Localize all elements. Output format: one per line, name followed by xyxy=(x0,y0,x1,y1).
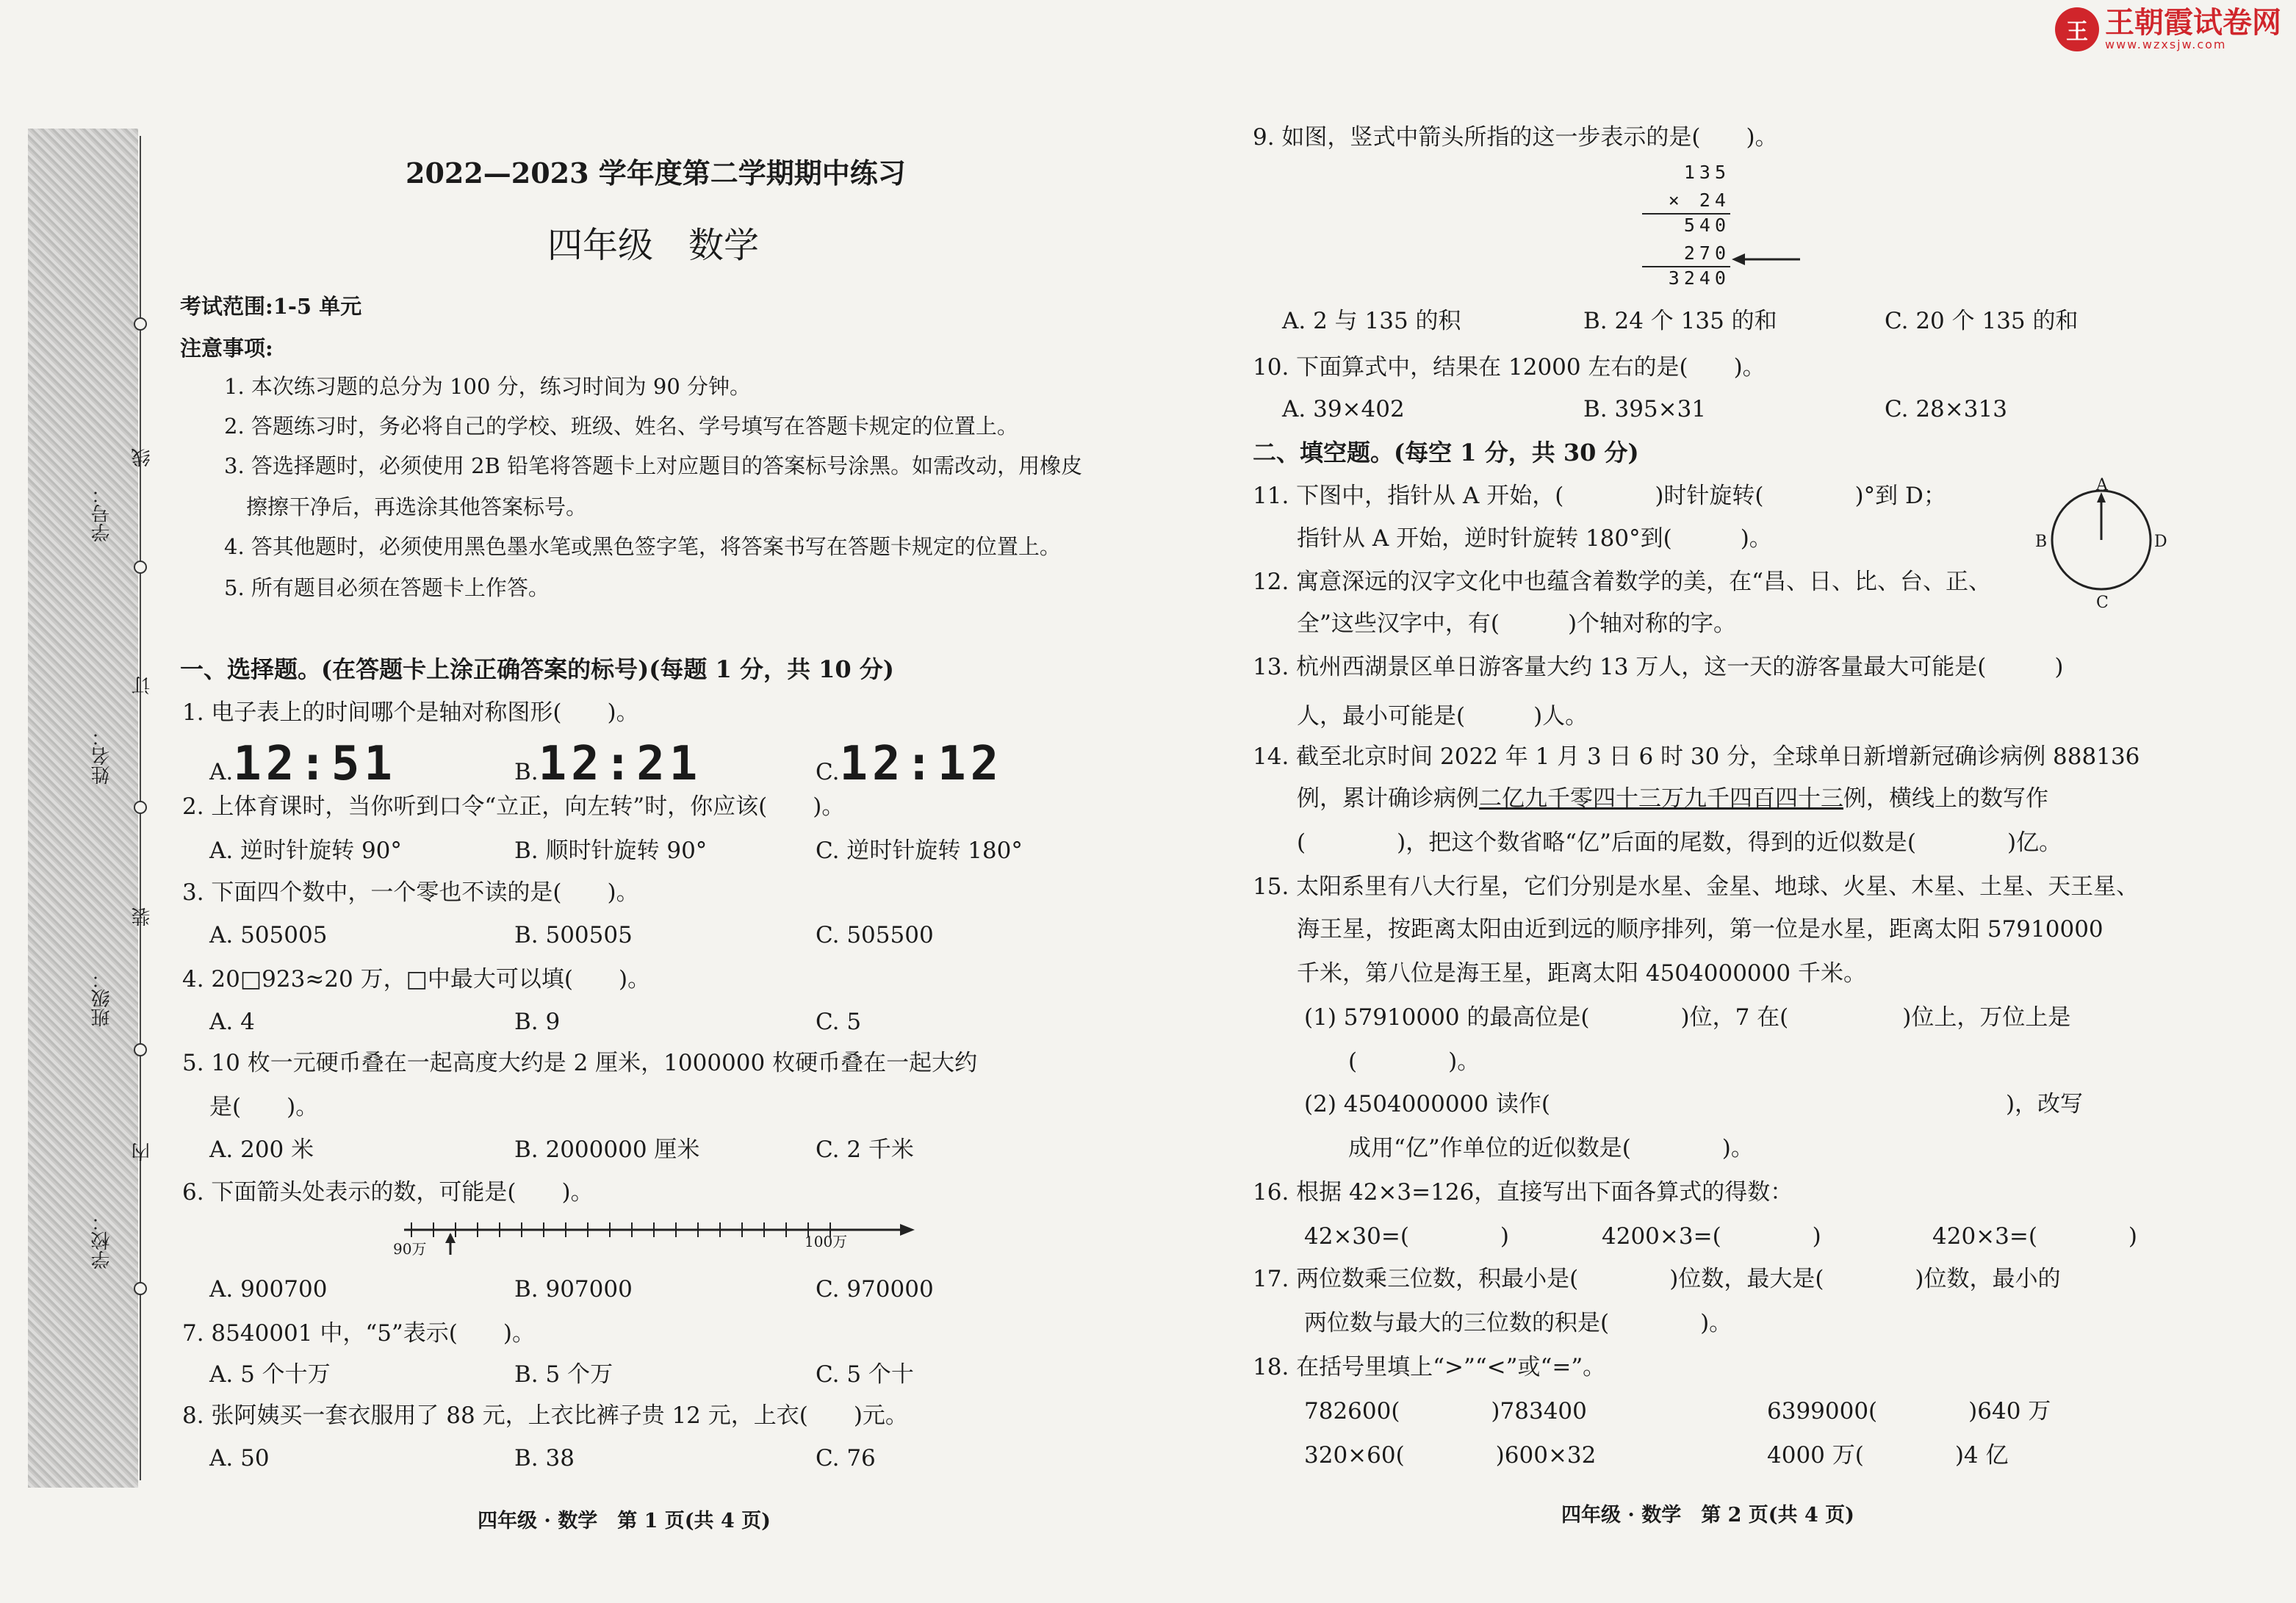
q7-option-c[interactable]: C. 5 个十 xyxy=(816,1361,914,1388)
q1-option-b[interactable]: B. 12:21 xyxy=(514,737,702,791)
q10-option-a[interactable]: A. 39×402 xyxy=(1282,396,1405,422)
question-12-cont: 全”这些汉字中，有( )个轴对称的字。 xyxy=(1297,610,1737,637)
q7-option-b[interactable]: B. 5 个万 xyxy=(514,1361,613,1388)
q6-option-c[interactable]: C. 970000 xyxy=(816,1276,934,1303)
question-2: 2. 上体育课时，当你听到口令“立正，向左转”时，你应该( )。 xyxy=(182,793,845,820)
q4-option-a[interactable]: A. 4 xyxy=(209,1009,255,1035)
q10-option-b[interactable]: B. 395×31 xyxy=(1583,396,1707,422)
logo-url: www.wzxsjw.com xyxy=(2105,37,2227,51)
question-5-cont: 是( )。 xyxy=(209,1094,319,1120)
question-15-part1: (1) 57910000 的最高位是( )位，7 在( )位上，万位上是 xyxy=(1304,1004,2071,1031)
digital-time: 12:12 xyxy=(839,737,1004,791)
question-12: 12. 寓意深远的汉字文化中也蕴含着数学的美，在“昌、日、比、台、正、 xyxy=(1253,569,1991,595)
question-14-cont2: ( )，把这个数省略“亿”后面的尾数，得到的近似数是( )亿。 xyxy=(1297,829,2062,856)
q10-option-c[interactable]: C. 28×313 xyxy=(1885,396,2007,422)
digital-time: 12:21 xyxy=(538,737,702,791)
q6-option-a[interactable]: A. 900700 xyxy=(209,1276,328,1303)
q8-option-b[interactable]: B. 38 xyxy=(514,1445,575,1471)
binding-class-label: 班级： xyxy=(91,970,113,1027)
exam-title: 2022—2023 学年度第二学期期中练习 xyxy=(406,156,906,190)
binding-strip xyxy=(28,129,138,1488)
q7-option-a[interactable]: A. 5 个十万 xyxy=(209,1361,331,1388)
binding-mark-zhuang: 装 xyxy=(132,907,154,926)
notice-item: 4. 答其他题时，必须使用黑色墨水笔或黑色签字笔，将答案书写在答题卡规定的位置上。 xyxy=(224,534,1061,559)
binding-hole xyxy=(134,1282,147,1295)
question-15: 15. 太阳系里有八大行星，它们分别是水星、金星、地球、火星、木星、土星、天王星、 xyxy=(1253,873,2140,900)
logo-name: 王朝霞试卷网 xyxy=(2105,5,2281,40)
number-line-label-end: 100万 xyxy=(805,1233,848,1250)
question-13: 13. 杭州西湖景区单日游客量大约 13 万人，这一天的游客量最大可能是( ) xyxy=(1253,654,2064,680)
q18-item[interactable]: 320×60( )600×32 xyxy=(1304,1442,1597,1469)
question-17: 17. 两位数乘三位数，积最小是( )位数，最大是( )位数，最小的 xyxy=(1253,1266,2061,1292)
notice-item: 3. 答选择题时，必须使用 2B 铅笔将答题卡上对应题目的答案标号涂黑。如需改动，用橡皮 xyxy=(224,453,1083,478)
q2-option-a[interactable]: A. 逆时针旋转 90° xyxy=(209,837,402,864)
q9-option-a[interactable]: A. 2 与 135 的积 xyxy=(1282,308,1461,334)
question-15-part1-cont: ( )。 xyxy=(1348,1048,1480,1075)
notice-heading: 注意事项: xyxy=(180,336,273,361)
q5-option-a[interactable]: A. 200 米 xyxy=(209,1136,314,1163)
exam-subtitle: 四年级 数学 xyxy=(547,225,760,266)
question-3: 3. 下面四个数中，一个零也不读的是( )。 xyxy=(182,879,639,906)
question-16: 16. 根据 42×3=126，直接写出下面各算式的得数： xyxy=(1253,1179,1793,1206)
q3-option-a[interactable]: A. 505005 xyxy=(209,922,328,948)
q16-item[interactable]: 4200×3=( ) xyxy=(1602,1223,1821,1250)
page-footer-left: 四年级 · 数学 第 1 页(共 4 页) xyxy=(478,1510,771,1532)
binding-mark-xian: 线 xyxy=(132,448,154,467)
question-15-part2: (2) 4504000000 读作( )，改写 xyxy=(1304,1091,2084,1117)
q5-option-c[interactable]: C. 2 千米 xyxy=(816,1136,914,1163)
clock-label-a: A xyxy=(2096,476,2108,494)
binding-hole xyxy=(134,561,147,574)
question-5: 5. 10 枚一元硬币叠在一起高度大约是 2 厘米，1000000 枚硬币叠在一起大约 xyxy=(182,1050,978,1076)
question-11: 11. 下图中，指针从 A 开始，( )时针旋转( )°到 D； xyxy=(1253,483,1946,509)
question-8: 8. 张阿姨买一套衣服用了 88 元，上衣比裤子贵 12 元，上衣( )元。 xyxy=(182,1402,908,1429)
question-10: 10. 下面算式中，结果在 12000 左右的是( )。 xyxy=(1253,354,1766,381)
question-14: 14. 截至北京时间 2022 年 1 月 3 日 6 时 30 分，全球单日新增新冠确诊病例 888136 xyxy=(1253,743,2140,770)
question-11-cont: 指针从 A 开始，逆时针旋转 180°到( )。 xyxy=(1297,525,1772,552)
binding-hole xyxy=(134,317,147,331)
question-7: 7. 8540001 中，“5”表示( )。 xyxy=(182,1320,535,1347)
question-14-cont: 例，累计确诊病例二亿九千零四十三万九千四百四十三例，横线上的数写作 xyxy=(1297,785,2048,812)
binding-mark-nei: 内 xyxy=(132,1142,154,1161)
seal-icon: 王 xyxy=(2055,7,2099,51)
site-logo xyxy=(2055,7,2281,51)
vertical-multiplication: 135 × 24 540 270 3240 xyxy=(1642,162,1730,295)
q1-option-a[interactable]: A. 12:51 xyxy=(209,737,397,791)
clock-label-d: D xyxy=(2154,533,2167,551)
q8-option-c[interactable]: C. 76 xyxy=(816,1445,876,1471)
q18-item[interactable]: 6399000( )640 万 xyxy=(1767,1398,2051,1424)
q4-option-c[interactable]: C. 5 xyxy=(816,1009,862,1035)
question-15-cont: 海王星，按距离太阳由近到远的顺序排列，第一位是水星，距离太阳 57910000 xyxy=(1297,916,2104,943)
notice-item: 1. 本次练习题的总分为 100 分，练习时间为 90 分钟。 xyxy=(224,374,752,399)
q16-item[interactable]: 42×30=( ) xyxy=(1304,1223,1510,1250)
arrow-left-icon xyxy=(1730,248,1804,270)
binding-hole xyxy=(134,801,147,814)
question-18: 18. 在括号里填上“>”“<”或“=”。 xyxy=(1253,1354,1606,1380)
q9-option-c[interactable]: C. 20 个 135 的和 xyxy=(1885,308,2079,334)
q4-option-b[interactable]: B. 9 xyxy=(514,1009,561,1035)
question-1: 1. 电子表上的时间哪个是轴对称图形( )。 xyxy=(182,699,639,726)
question-17-cont: 两位数与最大的三位数的积是( )。 xyxy=(1304,1310,1732,1336)
clock-label-c: C xyxy=(2096,594,2109,612)
question-9: 9. 如图，竖式中箭头所指的这一步表示的是( )。 xyxy=(1253,124,1778,151)
q9-option-b[interactable]: B. 24 个 135 的和 xyxy=(1583,308,1777,334)
clock-label-b: B xyxy=(2035,533,2048,551)
question-6: 6. 下面箭头处表示的数，可能是( )。 xyxy=(182,1179,594,1206)
q16-item[interactable]: 420×3=( ) xyxy=(1932,1223,2138,1250)
q2-option-c[interactable]: C. 逆时针旋转 180° xyxy=(816,837,1023,864)
q18-item[interactable]: 782600( )783400 xyxy=(1304,1398,1587,1424)
q3-option-c[interactable]: C. 505500 xyxy=(816,922,934,948)
notice-item: 擦擦干净后，再选涂其他答案标号。 xyxy=(246,494,588,519)
underlined-number: 二亿九千零四十三万九千四百四十三 xyxy=(1479,785,1843,812)
q8-option-a[interactable]: A. 50 xyxy=(209,1445,270,1471)
section-fill-heading: 二、填空题。(每空 1 分，共 30 分) xyxy=(1253,439,1639,467)
q2-option-b[interactable]: B. 顺时针旋转 90° xyxy=(514,837,708,864)
binding-hole xyxy=(134,1043,147,1056)
number-line-label-start: 90万 xyxy=(393,1240,427,1258)
q1-option-c[interactable]: C. 12:12 xyxy=(816,737,1004,791)
q3-option-b[interactable]: B. 500505 xyxy=(514,922,633,948)
notice-item: 5. 所有题目必须在答题卡上作答。 xyxy=(224,575,550,600)
section-choice-heading: 一、选择题。(在答题卡上涂正确答案的标号)(每题 1 分，共 10 分) xyxy=(180,655,894,683)
question-4: 4. 20□923≈20 万，□中最大可以填( )。 xyxy=(182,966,651,993)
question-15-part2-cont: 成用“亿”作单位的近似数是( )。 xyxy=(1348,1135,1754,1161)
q6-option-b[interactable]: B. 907000 xyxy=(514,1276,633,1303)
exam-scope: 考试范围:1-5 单元 xyxy=(180,294,362,319)
q5-option-b[interactable]: B. 2000000 厘米 xyxy=(514,1136,700,1163)
binding-number-label: 学号： xyxy=(91,485,113,542)
binding-school-label: 学校： xyxy=(91,1212,113,1269)
binding-mark-ding: 订 xyxy=(132,676,154,695)
question-15-cont2: 千米，第八位是海王星，距离太阳 4504000000 千米。 xyxy=(1297,960,1866,987)
binding-name-label: 姓名： xyxy=(91,727,113,785)
q18-item[interactable]: 4000 万( )4 亿 xyxy=(1767,1442,2009,1469)
digital-time: 12:51 xyxy=(233,737,397,791)
question-13-cont: 人，最小可能是( )人。 xyxy=(1297,703,1588,730)
notice-item: 2. 答题练习时，务必将自己的学校、班级、姓名、学号填写在答题卡规定的位置上。 xyxy=(224,414,1018,439)
page-footer-right: 四年级 · 数学 第 2 页(共 4 页) xyxy=(1561,1504,1854,1527)
